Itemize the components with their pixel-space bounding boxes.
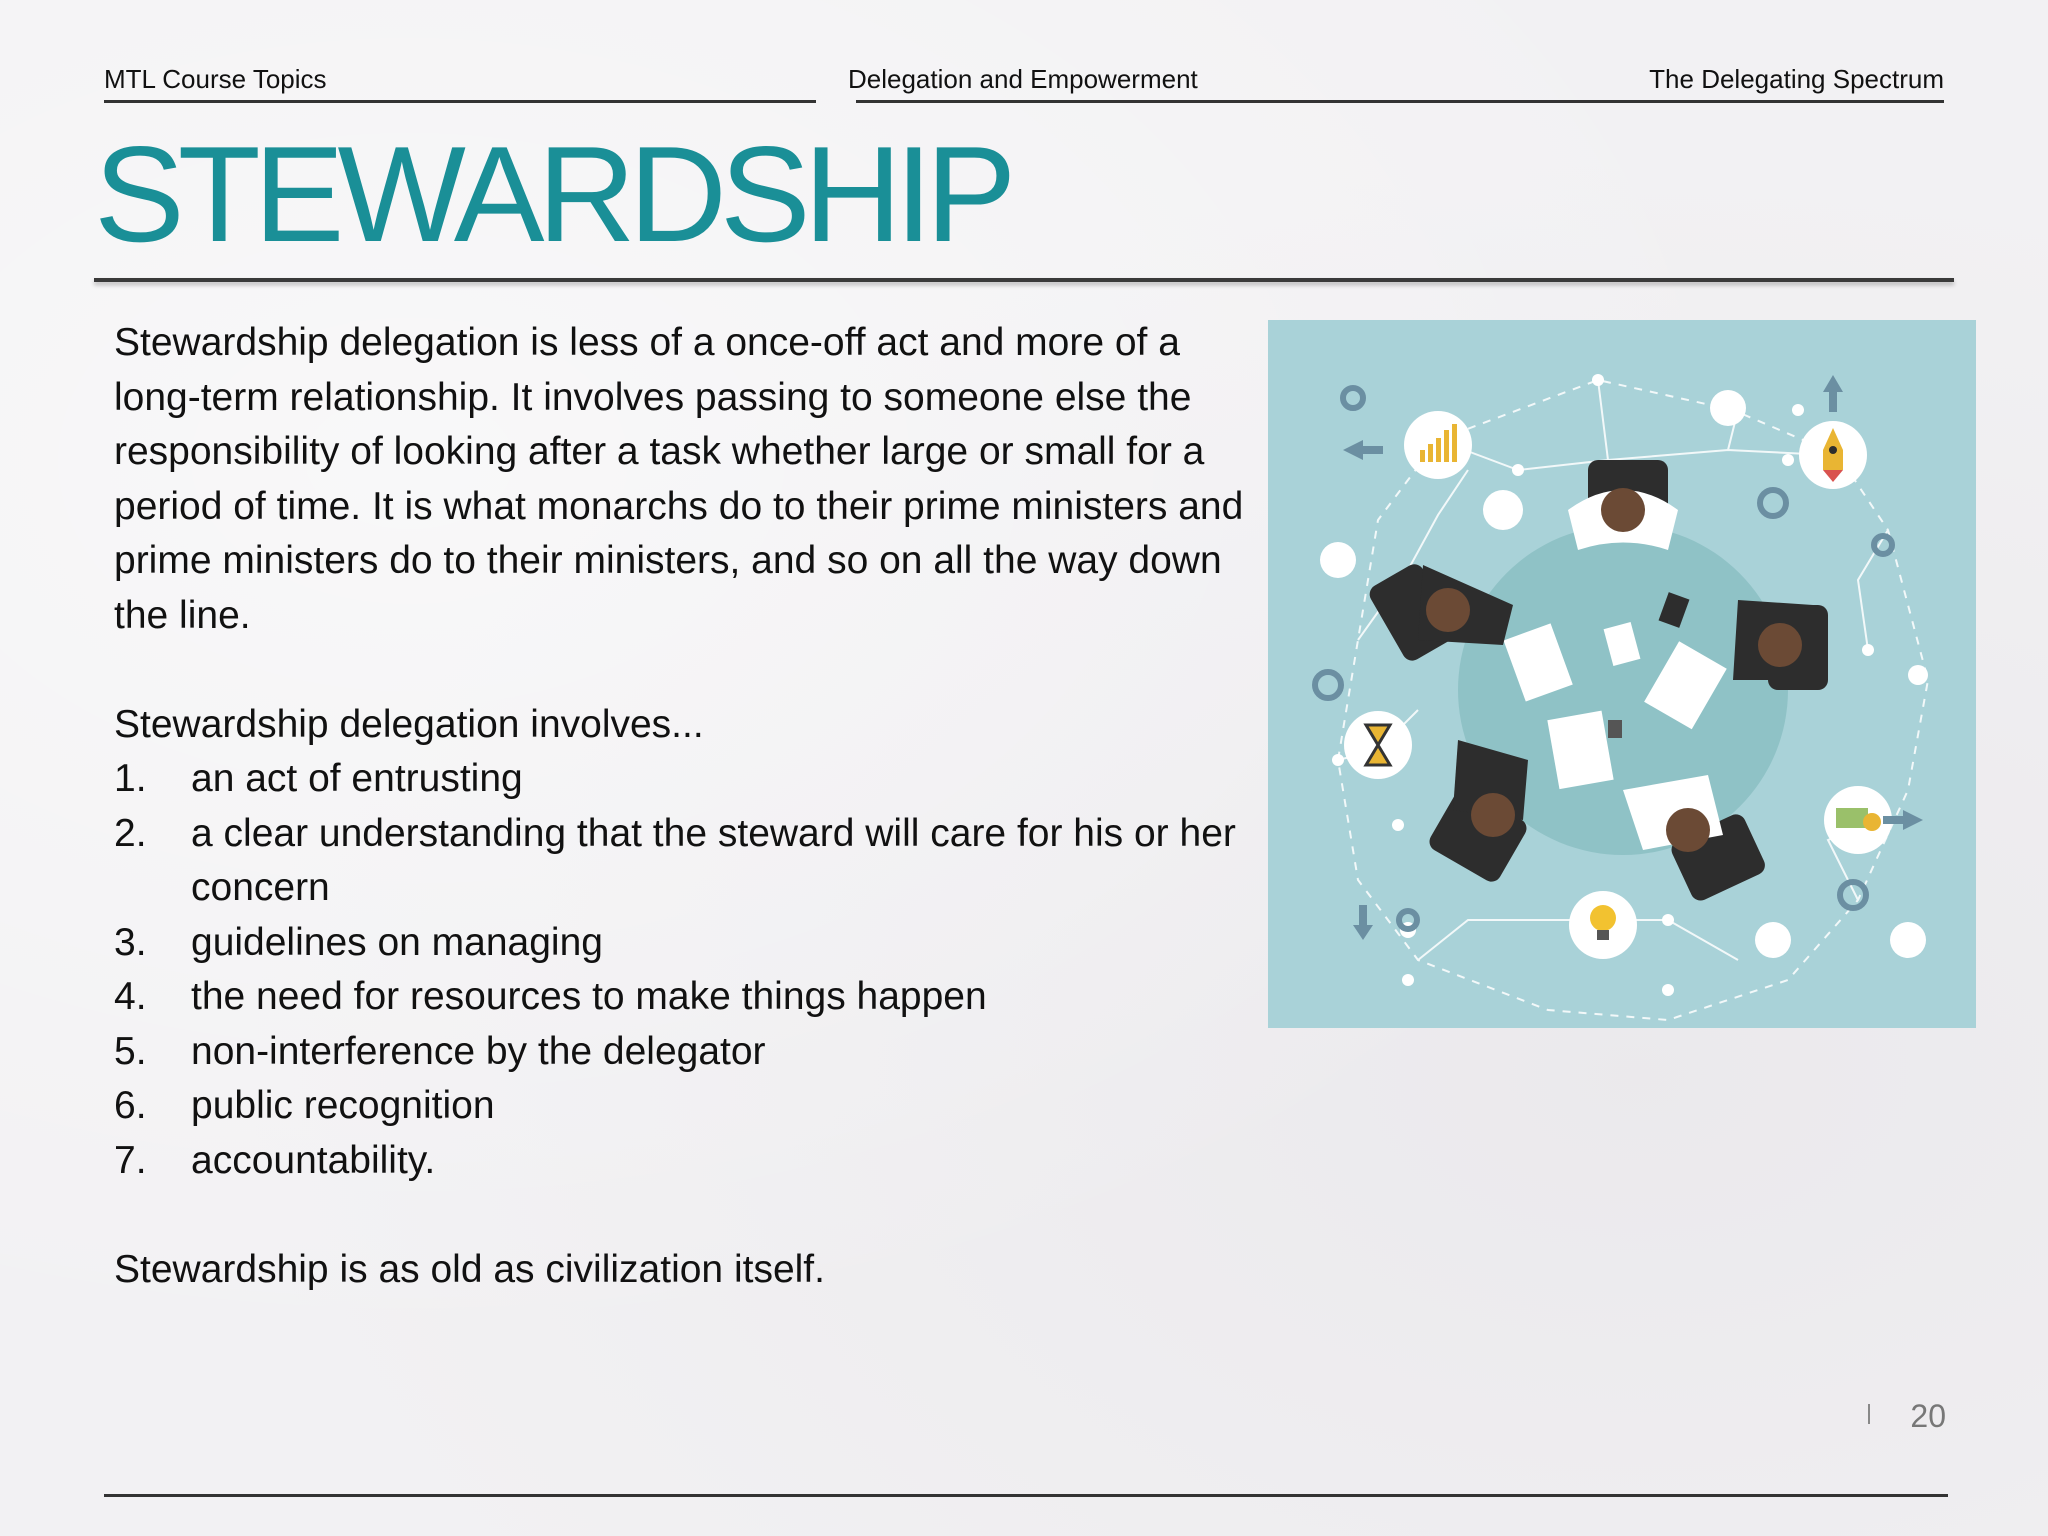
- list-item: [114, 970, 1244, 1025]
- meeting-illustration: [1268, 320, 1976, 1028]
- header-rule-right: [856, 100, 1944, 103]
- page-title: STEWARDSHIP: [94, 118, 1010, 270]
- list-item-number: 2.: [114, 811, 147, 855]
- meeting-illustration-graphic: [1268, 320, 1976, 1028]
- paragraph-spacer: [114, 643, 1244, 698]
- page-number: 20: [1910, 1398, 1946, 1434]
- list-heading: Stewardship delegation involves...: [114, 702, 704, 746]
- list-item: [114, 1025, 1244, 1080]
- list-item-text: accountability.: [191, 1138, 436, 1182]
- list-item-text: non-interference by the delegator: [191, 1029, 766, 1073]
- intro-paragraph: Stewardship delegation is less of a once-off act and more of a long-term relationship. It involves passing to someone else the responsibility of looking after a task whether large or small for a period of time. It is what monarchs do to their prime ministers and prime ministers do to their ministers, and so on all the way down the line.: [114, 321, 1244, 637]
- list-item-number: 1.: [114, 757, 147, 800]
- footer-rule: [104, 1494, 1948, 1497]
- money-icon: [1824, 786, 1892, 854]
- header-rule-left: [104, 100, 816, 103]
- rocket-icon: [1799, 421, 1867, 489]
- closing-paragraph: Stewardship is as old as civilization itself.: [114, 1247, 825, 1291]
- header-subsection: The Delegating Spectrum: [1649, 64, 1944, 94]
- list-item-text: the need for resources to make things happen: [191, 975, 987, 1018]
- chart-icon: [1404, 411, 1472, 479]
- list-item: [114, 1134, 1244, 1189]
- stewardship-list: [114, 752, 1244, 1188]
- header-section: Delegation and Empowerment: [848, 64, 1198, 94]
- list-item-text: guidelines on managing: [191, 920, 603, 964]
- lightbulb-icon: [1569, 891, 1637, 959]
- hourglass-icon: [1344, 711, 1412, 779]
- list-item-number: 4.: [114, 975, 147, 1018]
- list-item-number: 6.: [114, 1084, 147, 1127]
- list-item-text: a clear understanding that the steward will care for his or her concern: [191, 811, 1236, 909]
- list-item-number: 3.: [114, 920, 147, 964]
- list-item-text: an act of entrusting: [191, 757, 523, 800]
- list-item: [114, 916, 1244, 971]
- paragraph-spacer: [114, 1188, 1244, 1243]
- list-item-number: 7.: [114, 1138, 147, 1182]
- page-number-marker: [1868, 1404, 1870, 1424]
- list-item-text: public recognition: [191, 1084, 495, 1127]
- body-text: [114, 316, 1244, 1297]
- title-divider: [94, 278, 1954, 282]
- list-item: [114, 807, 1244, 916]
- header-course-topics: MTL Course Topics: [104, 64, 327, 94]
- list-item: [114, 752, 1244, 807]
- list-item-number: 5.: [114, 1029, 147, 1073]
- list-item: [114, 1079, 1244, 1134]
